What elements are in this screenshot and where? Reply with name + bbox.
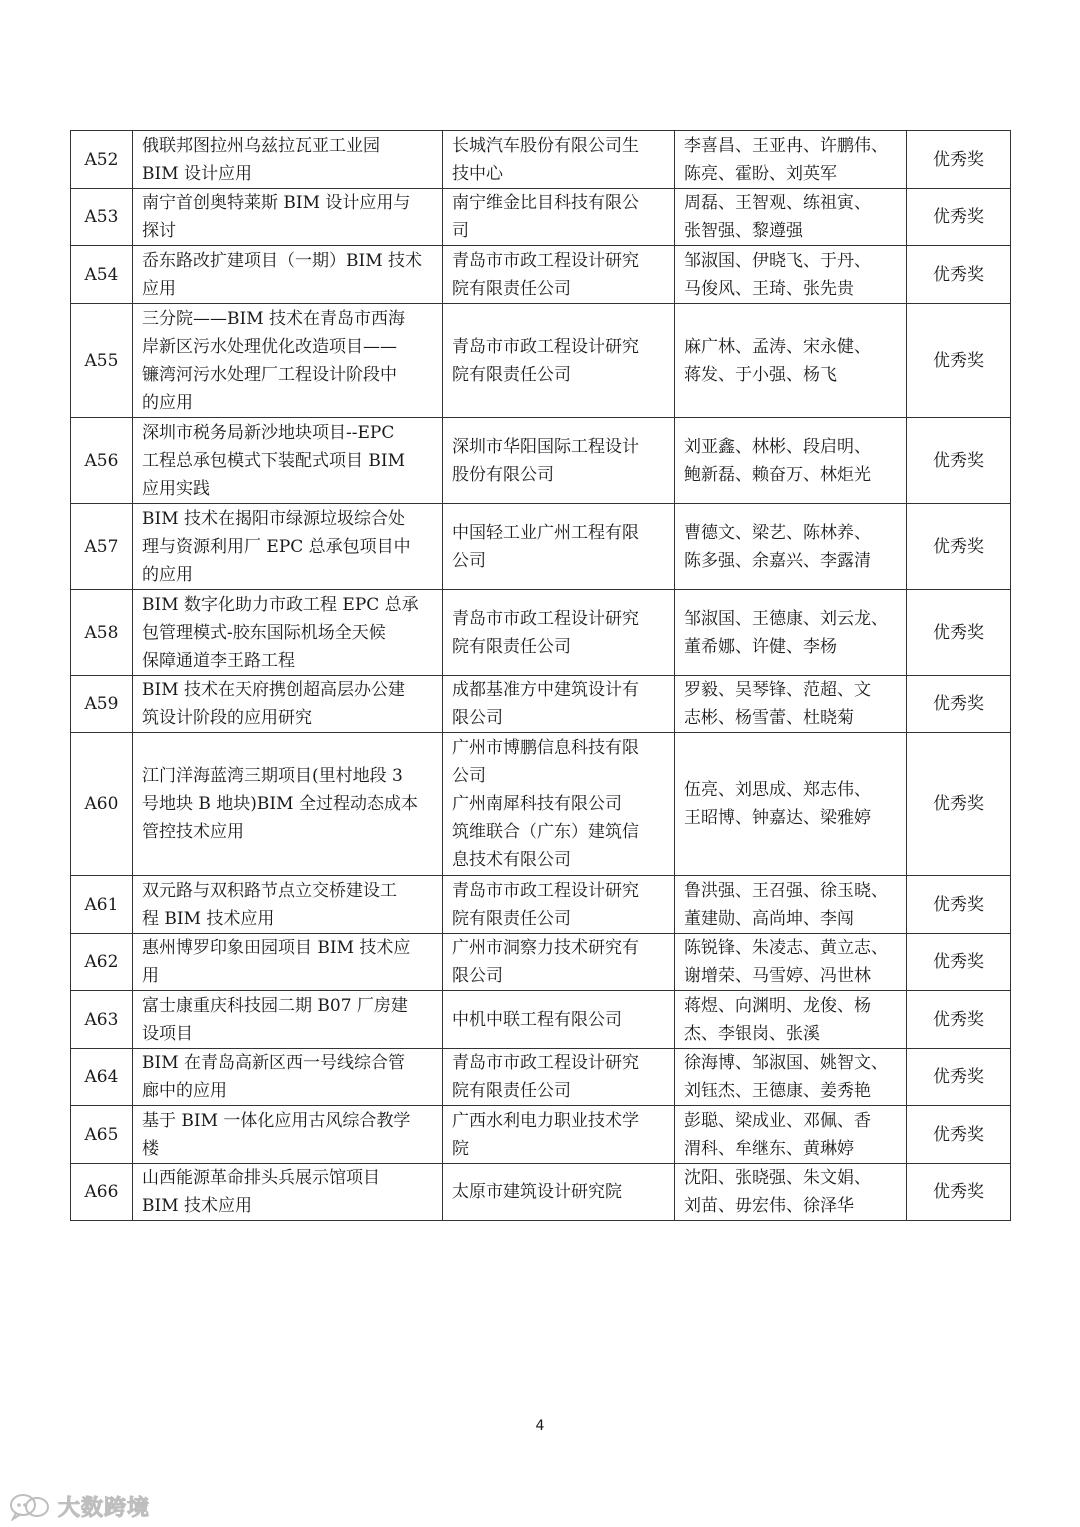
project-name: 惠州博罗印象田园项目 BIM 技术应 用	[133, 934, 443, 991]
organization: 广州市博鹏信息科技有限 公司 广州南犀科技有限公司 筑维联合（广东）建筑信 息技术有限公司	[443, 733, 675, 876]
organization: 青岛市市政工程设计研究 院有限责任公司	[443, 590, 675, 676]
award-level: 优秀奖	[907, 1106, 1011, 1164]
award-level: 优秀奖	[907, 991, 1011, 1049]
row-id: A65	[71, 1106, 133, 1164]
organization: 青岛市市政工程设计研究 院有限责任公司	[443, 1049, 675, 1106]
organization: 深圳市华阳国际工程设计 股份有限公司	[443, 418, 675, 504]
participants: 陈锐锋、朱凌志、黄立志、 谢增荣、马雪婷、冯世林	[675, 934, 907, 991]
table-row	[71, 590, 1011, 676]
award-level: 优秀奖	[907, 189, 1011, 246]
page-number: 4	[535, 1418, 545, 1434]
table-row	[71, 676, 1011, 733]
project-name: 基于 BIM 一体化应用古风综合教学 楼	[133, 1106, 443, 1164]
award-level: 优秀奖	[907, 304, 1011, 418]
row-id: A52	[71, 131, 133, 189]
project-name: 双元路与双积路节点立交桥建设工 程 BIM 技术应用	[133, 876, 443, 934]
row-id: A62	[71, 934, 133, 991]
chat-bubbles-icon	[8, 1491, 52, 1521]
project-name: 深圳市税务局新沙地块项目--EPC 工程总承包模式下装配式项目 BIM 应用实践	[133, 418, 443, 504]
table-row	[71, 733, 1011, 876]
participants: 李喜昌、王亚冉、许鹏伟、 陈亮、霍盼、刘英军	[675, 131, 907, 189]
table-row	[71, 934, 1011, 991]
organization: 青岛市市政工程设计研究 院有限责任公司	[443, 246, 675, 304]
project-name: 三分院——BIM 技术在青岛市西海 岸新区污水处理优化改造项目—— 镰湾河污水处理厂工程设计阶段中 的应用	[133, 304, 443, 418]
project-name: 山西能源革命排头兵展示馆项目 BIM 技术应用	[133, 1164, 443, 1221]
row-id: A54	[71, 246, 133, 304]
row-id: A57	[71, 504, 133, 590]
table-row	[71, 304, 1011, 418]
participants: 周磊、王智观、练祖寅、 张智强、黎遵强	[675, 189, 907, 246]
participants: 彭聪、梁成业、邓佩、香 渭科、牟继东、黄琳婷	[675, 1106, 907, 1164]
row-id: A58	[71, 590, 133, 676]
organization: 青岛市市政工程设计研究 院有限责任公司	[443, 304, 675, 418]
award-level: 优秀奖	[907, 1164, 1011, 1221]
table-row	[71, 1106, 1011, 1164]
participants: 邹淑国、伊晓飞、于丹、 马俊风、王琦、张先贵	[675, 246, 907, 304]
participants: 伍亮、刘思成、郑志伟、 王昭博、钟嘉达、梁雅婷	[675, 733, 907, 876]
project-name: 俄联邦图拉州乌兹拉瓦亚工业园 BIM 设计应用	[133, 131, 443, 189]
award-level: 优秀奖	[907, 676, 1011, 733]
organization: 广州市洞察力技术研究有 限公司	[443, 934, 675, 991]
table-row	[71, 1049, 1011, 1106]
table-row	[71, 876, 1011, 934]
participants: 麻广林、孟涛、宋永健、 蒋发、于小强、杨飞	[675, 304, 907, 418]
participants: 罗毅、吴琴锋、范超、文 志彬、杨雪蕾、杜晓菊	[675, 676, 907, 733]
row-id: A64	[71, 1049, 133, 1106]
award-level: 优秀奖	[907, 418, 1011, 504]
table-row	[71, 418, 1011, 504]
participants: 徐海博、邹淑国、姚智文、 刘钰杰、王德康、姜秀艳	[675, 1049, 907, 1106]
row-id: A53	[71, 189, 133, 246]
organization: 广西水利电力职业技术学 院	[443, 1106, 675, 1164]
row-id: A63	[71, 991, 133, 1049]
table-row	[71, 246, 1011, 304]
award-level: 优秀奖	[907, 1049, 1011, 1106]
award-level: 优秀奖	[907, 934, 1011, 991]
participants: 鲁洪强、王召强、徐玉晓、 董建勋、高尚坤、李闯	[675, 876, 907, 934]
watermark-text: 大数跨境	[58, 1495, 151, 1521]
table-row	[71, 1164, 1011, 1221]
organization: 成都基准方中建筑设计有 限公司	[443, 676, 675, 733]
row-id: A60	[71, 733, 133, 876]
award-level: 优秀奖	[907, 876, 1011, 934]
organization: 中国轻工业广州工程有限 公司	[443, 504, 675, 590]
project-name: 岙东路改扩建项目（一期）BIM 技术 应用	[133, 246, 443, 304]
row-id: A61	[71, 876, 133, 934]
participants: 蒋煜、向渊明、龙俊、杨 杰、李银岗、张溪	[675, 991, 907, 1049]
table-row	[71, 991, 1011, 1049]
table-row	[71, 131, 1011, 189]
award-level: 优秀奖	[907, 590, 1011, 676]
award-level: 优秀奖	[907, 246, 1011, 304]
organization: 南宁维金比目科技有限公 司	[443, 189, 675, 246]
row-id: A56	[71, 418, 133, 504]
project-name: BIM 技术在揭阳市绿源垃圾综合处 理与资源利用厂 EPC 总承包项目中 的应用	[133, 504, 443, 590]
project-name: 富士康重庆科技园二期 B07 厂房建 设项目	[133, 991, 443, 1049]
award-level: 优秀奖	[907, 733, 1011, 876]
participants: 邹淑国、王德康、刘云龙、 董希娜、许健、李杨	[675, 590, 907, 676]
row-id: A59	[71, 676, 133, 733]
awards-table-body	[71, 131, 1011, 1221]
table-row	[71, 504, 1011, 590]
organization: 长城汽车股份有限公司生 技中心	[443, 131, 675, 189]
project-name: BIM 在青岛高新区西一号线综合管 廊中的应用	[133, 1049, 443, 1106]
table-row	[71, 189, 1011, 246]
project-name: BIM 数字化助力市政工程 EPC 总承 包管理模式-胶东国际机场全天候 保障通道李王路工程	[133, 590, 443, 676]
row-id: A55	[71, 304, 133, 418]
participants: 曹德文、梁艺、陈林养、 陈多强、余嘉兴、李露清	[675, 504, 907, 590]
participants: 刘亚鑫、林彬、段启明、 鲍新磊、赖奋万、林炬光	[675, 418, 907, 504]
project-name: BIM 技术在天府携创超高层办公建 筑设计阶段的应用研究	[133, 676, 443, 733]
participants: 沈阳、张晓强、朱文娟、 刘苗、毋宏伟、徐泽华	[675, 1164, 907, 1221]
organization: 中机中联工程有限公司	[443, 991, 675, 1049]
row-id: A66	[71, 1164, 133, 1221]
organization: 太原市建筑设计研究院	[443, 1164, 675, 1221]
watermark	[8, 1490, 150, 1522]
organization: 青岛市市政工程设计研究 院有限责任公司	[443, 876, 675, 934]
award-level: 优秀奖	[907, 131, 1011, 189]
awards-table	[70, 130, 1011, 1221]
project-name: 江门洋海蓝湾三期项目(里村地段 3 号地块 B 地块)BIM 全过程动态成本 管控技术应用	[133, 733, 443, 876]
award-level: 优秀奖	[907, 504, 1011, 590]
project-name: 南宁首创奥特莱斯 BIM 设计应用与 探讨	[133, 189, 443, 246]
